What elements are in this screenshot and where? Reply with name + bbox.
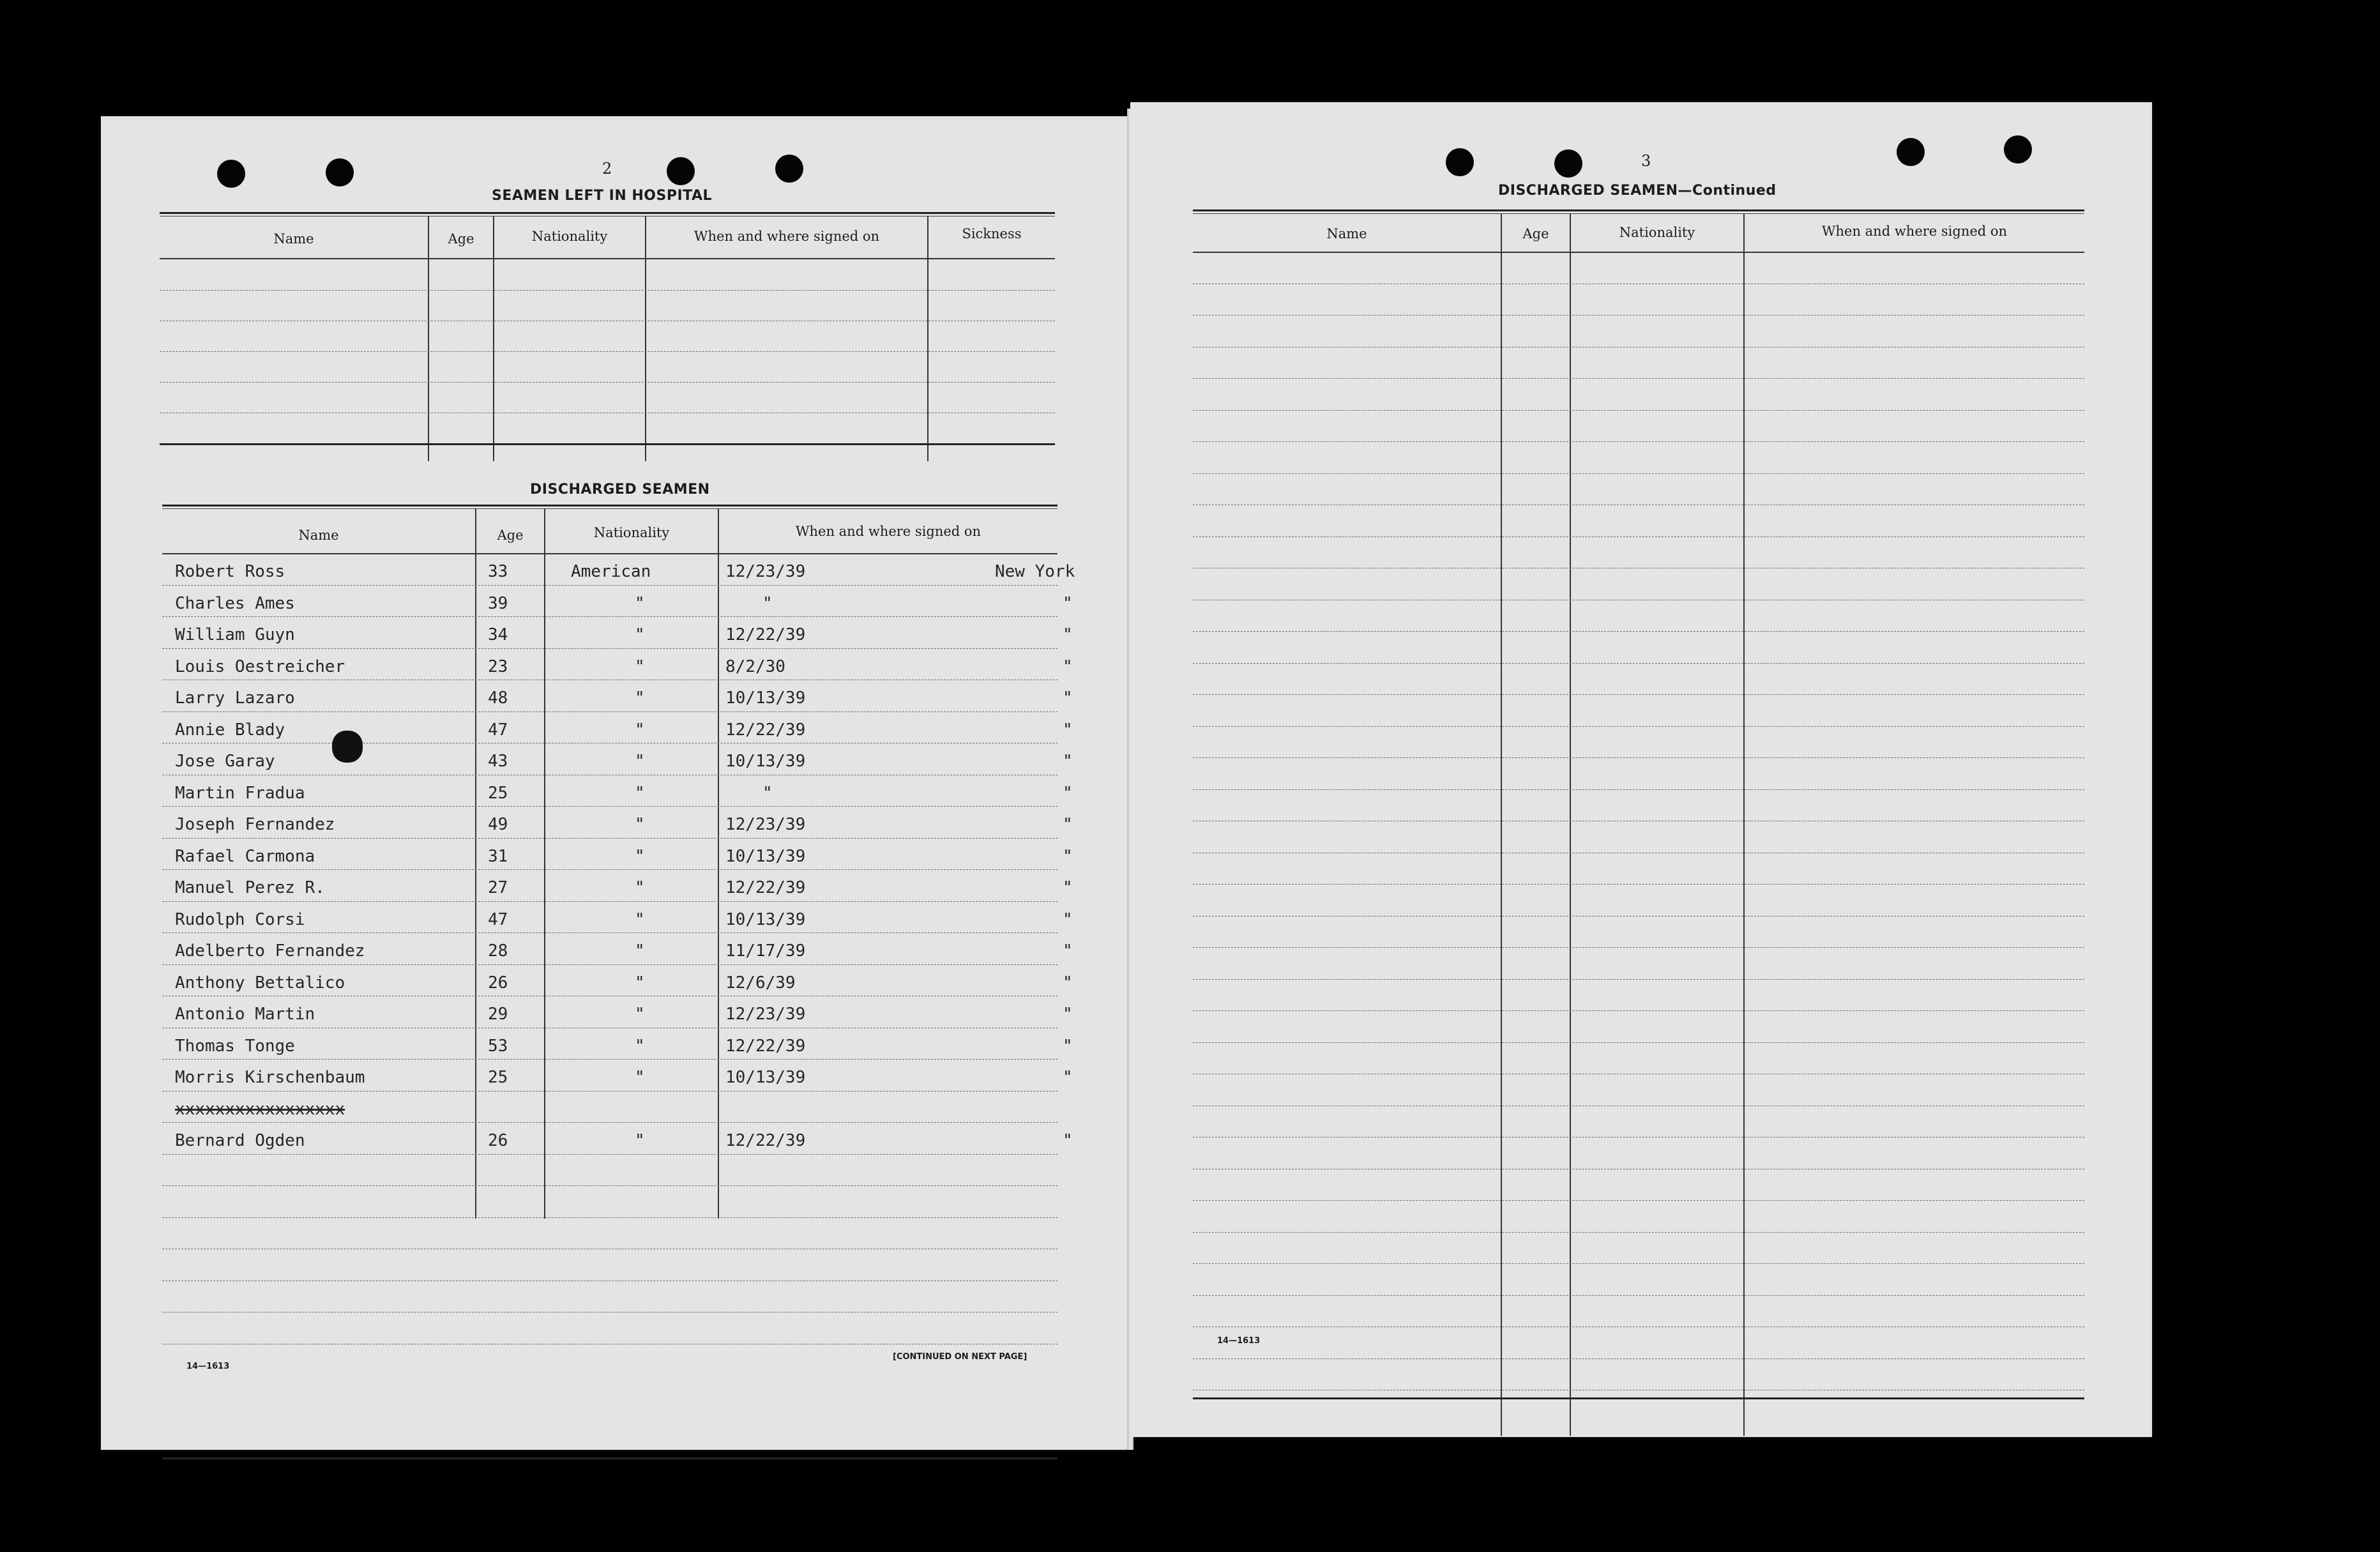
- left-page: [101, 116, 1130, 1450]
- signed-on-place: New York: [995, 562, 1075, 581]
- column-header-age: Age: [1522, 226, 1549, 241]
- seaman-name: Anthony Bettalico: [175, 973, 345, 993]
- signed-on-place: ": [1063, 815, 1073, 834]
- seaman-nationality: ": [635, 815, 645, 834]
- seaman-age: 49: [488, 815, 508, 834]
- table-row: [162, 650, 1073, 680]
- column-header-nationality: Nationality: [1619, 225, 1695, 240]
- column-header-age: Age: [497, 528, 524, 543]
- column-header-nationality: Nationality: [593, 525, 670, 540]
- seaman-name: Rafael Carmona: [175, 846, 315, 866]
- signed-on-place: ": [1063, 1036, 1073, 1056]
- table-row: [162, 1092, 1057, 1123]
- seaman-nationality: ": [635, 973, 645, 993]
- table-row: [162, 839, 1073, 870]
- column-header-age: Age: [448, 231, 474, 247]
- seaman-name: William Guyn: [175, 625, 295, 644]
- table-row: [162, 934, 1073, 964]
- column-header-name: Name: [1326, 226, 1367, 241]
- column-header-name: Name: [298, 528, 339, 543]
- column-header-signed-on: When and where signed on: [694, 229, 880, 244]
- signed-on-place: ": [1063, 846, 1073, 866]
- seaman-name: Bernard Ogden: [175, 1131, 305, 1150]
- signed-on-date: 10/13/39: [725, 1068, 806, 1087]
- punch-hole: [217, 160, 245, 188]
- seaman-age: 28: [488, 941, 508, 961]
- signed-on-date: 12/22/39: [725, 1131, 806, 1150]
- seaman-age: 26: [488, 1131, 508, 1150]
- seaman-nationality: ": [635, 625, 645, 644]
- table-row: [162, 871, 1073, 901]
- seaman-nationality: ": [635, 593, 645, 613]
- seaman-nationality: ": [635, 689, 645, 708]
- signed-on-place: ": [1063, 1068, 1073, 1087]
- seaman-name: Thomas Tonge: [175, 1036, 295, 1056]
- signed-on-place: ": [1063, 909, 1073, 929]
- seaman-name: Louis Oestreicher: [175, 657, 345, 676]
- signed-on-date: 12/22/39: [725, 625, 806, 644]
- seaman-age: 47: [488, 909, 508, 929]
- form-number: 14—1613: [186, 1362, 230, 1371]
- table-row: [162, 1123, 1073, 1154]
- seaman-nationality: ": [635, 720, 645, 740]
- column-header-nationality: Nationality: [531, 229, 608, 244]
- table-row: [162, 1029, 1073, 1060]
- seaman-nationality: ": [635, 783, 645, 803]
- signed-on-place: ": [1063, 783, 1073, 803]
- column-header-signed-on: When and where signed on: [1821, 224, 2008, 239]
- seaman-name: xxxxxxxxxxxxxxxxx: [175, 1099, 345, 1119]
- signed-on-date: 10/13/39: [725, 909, 806, 929]
- table-row: [162, 776, 1073, 807]
- signed-on-place: ": [1063, 625, 1073, 644]
- seaman-name: Manuel Perez R.: [175, 878, 325, 897]
- seaman-age: 48: [488, 689, 508, 708]
- seaman-age: 26: [488, 973, 508, 993]
- table-row: [162, 744, 1073, 775]
- seaman-nationality: ": [635, 909, 645, 929]
- seaman-name: Rudolph Corsi: [175, 909, 305, 929]
- table-row: [162, 807, 1073, 838]
- seaman-age: 25: [488, 783, 508, 803]
- seaman-name: Morris Kirschenbaum: [175, 1068, 365, 1087]
- signed-on-date: 12/22/39: [725, 878, 806, 897]
- seaman-age: 31: [488, 846, 508, 866]
- signed-on-date: ": [762, 783, 773, 803]
- continued-note: [CONTINUED ON NEXT PAGE]: [893, 1352, 1027, 1362]
- seaman-name: Annie Blady: [175, 720, 285, 740]
- signed-on-date: 10/13/39: [725, 689, 806, 708]
- table-row: [162, 713, 1073, 743]
- seaman-nationality: ": [635, 1036, 645, 1056]
- punch-hole: [1554, 149, 1582, 178]
- punch-hole: [1897, 138, 1925, 166]
- table-row: [162, 681, 1073, 711]
- seaman-age: 23: [488, 657, 508, 676]
- seaman-nationality: ": [635, 878, 645, 897]
- seaman-nationality: ": [635, 1131, 645, 1150]
- table-row: [162, 554, 1075, 585]
- seaman-age: 33: [488, 562, 508, 581]
- page-number: 2: [602, 160, 612, 178]
- discharged-table: [162, 505, 1075, 1475]
- seaman-age: 39: [488, 593, 508, 613]
- signed-on-date: ": [762, 593, 773, 613]
- seaman-name: Joseph Fernandez: [175, 815, 335, 834]
- signed-on-date: 12/22/39: [725, 1036, 806, 1056]
- seaman-nationality: ": [635, 1068, 645, 1087]
- seaman-name: Charles Ames: [175, 593, 295, 613]
- seaman-name: Jose Garay: [175, 752, 275, 771]
- signed-on-place: ": [1063, 593, 1073, 613]
- seaman-nationality: American: [571, 562, 651, 581]
- signed-on-place: ": [1063, 720, 1073, 740]
- discharged-continued-table: [1193, 209, 2084, 1436]
- seaman-age: 53: [488, 1036, 508, 1056]
- seaman-age: 27: [488, 878, 508, 897]
- punch-hole: [1446, 148, 1474, 176]
- seaman-age: 29: [488, 1005, 508, 1024]
- column-header-sickness: Sickness: [962, 226, 1022, 241]
- seaman-name: Martin Fradua: [175, 783, 305, 803]
- punch-hole: [326, 158, 354, 186]
- seaman-name: Antonio Martin: [175, 1005, 315, 1024]
- table-row: [162, 618, 1073, 648]
- signed-on-date: 12/22/39: [725, 720, 806, 740]
- signed-on-date: 12/23/39: [725, 562, 806, 581]
- table-row: [162, 586, 1073, 617]
- seaman-nationality: ": [635, 752, 645, 771]
- signed-on-date: 10/13/39: [725, 752, 806, 771]
- right-page: [1130, 102, 2152, 1437]
- hospital-section-title: SEAMEN LEFT IN HOSPITAL: [492, 188, 713, 204]
- form-number: 14—1613: [1217, 1336, 1261, 1346]
- signed-on-place: ": [1063, 689, 1073, 708]
- signed-on-place: ": [1063, 657, 1073, 676]
- signed-on-date: 12/6/39: [725, 973, 796, 993]
- signed-on-place: ": [1063, 752, 1073, 771]
- table-row: [162, 966, 1073, 996]
- column-header-signed-on: When and where signed on: [795, 524, 982, 539]
- signed-on-date: 11/17/39: [725, 941, 806, 961]
- signed-on-date: 10/13/39: [725, 846, 806, 866]
- seaman-nationality: ": [635, 941, 645, 961]
- discharged-continued-title: DISCHARGED SEAMEN—Continued: [1498, 183, 1777, 199]
- signed-on-place: ": [1063, 1005, 1073, 1024]
- seaman-name: Adelberto Fernandez: [175, 941, 365, 961]
- table-row: [162, 997, 1073, 1028]
- discharged-section-title: DISCHARGED SEAMEN: [530, 482, 710, 498]
- seaman-nationality: ": [635, 1005, 645, 1024]
- signed-on-place: ": [1063, 1131, 1073, 1150]
- seaman-age: 47: [488, 720, 508, 740]
- page-number: 3: [1641, 152, 1651, 170]
- hospital-table: [160, 212, 1055, 461]
- seaman-age: 43: [488, 752, 508, 771]
- signed-on-date: 12/23/39: [725, 815, 806, 834]
- column-header-name: Name: [273, 231, 314, 247]
- signed-on-date: 8/2/30: [725, 657, 785, 676]
- signed-on-place: ": [1063, 973, 1073, 993]
- punch-hole: [775, 155, 803, 183]
- table-row: [162, 1060, 1073, 1091]
- seaman-age: 34: [488, 625, 508, 644]
- signed-on-date: 12/23/39: [725, 1005, 806, 1024]
- ink-smudge: [332, 731, 363, 763]
- seaman-age: 25: [488, 1068, 508, 1087]
- signed-on-place: ": [1063, 878, 1073, 897]
- table-row: [162, 902, 1073, 933]
- punch-hole: [2004, 135, 2032, 164]
- seaman-nationality: ": [635, 657, 645, 676]
- signed-on-place: ": [1063, 941, 1073, 961]
- seaman-name: Larry Lazaro: [175, 689, 295, 708]
- punch-hole: [667, 157, 695, 185]
- seaman-name: Robert Ross: [175, 562, 285, 581]
- seaman-nationality: ": [635, 846, 645, 866]
